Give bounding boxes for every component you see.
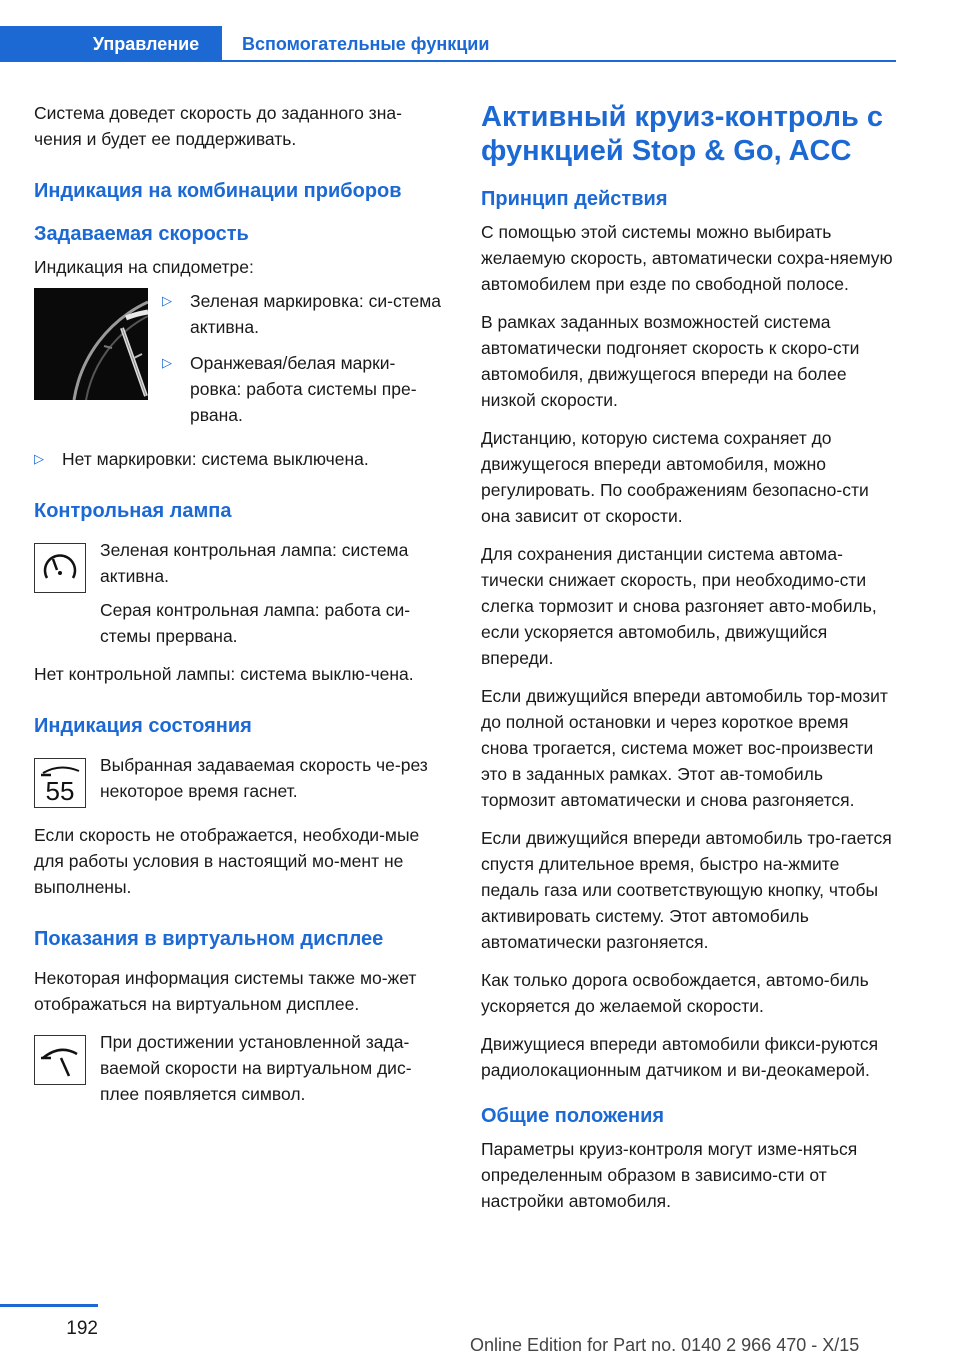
section-title-acc: Активный круиз-контроль с функцией Stop & Go, ACC: [481, 101, 884, 167]
bullet-triangle-icon: ▷: [34, 451, 44, 466]
principle-paragraph: Движущиеся впереди автомобили фикси-руются радиолокационным датчиком и ви-деокамерой.: [481, 1034, 879, 1080]
page-number: 192: [66, 1318, 98, 1339]
intro-paragraph: Система доведет скорость до заданного зна-чения и будет ее поддерживать.: [34, 103, 402, 149]
lamp-grey-text: Серая контрольная лампа: работа си-стемы прервана.: [100, 600, 411, 646]
heading-set-speed: Задаваемая скорость: [34, 223, 249, 245]
virtual-display-symbol-icon: [34, 1035, 86, 1085]
bullet-triangle-icon: ▷: [162, 355, 172, 370]
speedometer-caption: Индикация на спидометре:: [34, 257, 254, 277]
principle-paragraph: Если движущийся впереди автомобиль тор-мозит до полной остановки и через короткое время снова трогается, система может вос-произвести это в заданных рамках. Этот ав-томобиль тормозит автоматически и снова разгоняется.: [481, 686, 888, 810]
page-header: [0, 0, 960, 64]
virtual-symbol-text: При достижении установленной зада-ваемой скорости на виртуальном дис-плее появляется символ.: [100, 1032, 412, 1104]
general-text: Параметры круиз-контроля могут изме-няться определенным образом в зависимо-сти от настройки автомобиля.: [481, 1139, 858, 1211]
principle-paragraph: Если движущийся впереди автомобиль тро-гается спустя длительное время, быстро на-жмите педаль газа или соответствующую кнопку, чтобы активировать систему. Этот автомобиль автоматически разгоняется.: [481, 828, 892, 952]
bullet-item: ▷ Оранжевая/белая марки-ровка: работа системы пре-рвана.: [162, 350, 446, 428]
principle-paragraph: Дистанцию, которую система сохраняет до движущегося впереди автомобиля, можно регулировать. По соображениям безопасно-сти она зависит от скорости.: [481, 428, 869, 526]
right-column: [481, 100, 896, 1226]
set-speed-value: 55: [45, 776, 75, 806]
header-rule: [70, 60, 896, 62]
speedometer-block: [34, 288, 446, 438]
speedometer-dial-icon: [34, 288, 148, 400]
header-section-tab: Управление: [70, 26, 222, 62]
virtual-display-text: Некоторая информация системы также мо-жет отображаться на виртуальном дисплее.: [34, 968, 417, 1014]
footer-rule: [0, 1304, 98, 1307]
cruise-control-lamp-icon: [34, 543, 86, 593]
heading-instrument-cluster: Индикация на комбинации приборов: [34, 180, 402, 202]
speedometer-image: [34, 288, 148, 400]
header-accent-block: [0, 26, 70, 62]
status-text: Выбранная задаваемая скорость че-рез некоторое время гаснет.: [100, 755, 428, 801]
bullet-triangle-icon: ▷: [162, 293, 172, 308]
status-row: [34, 752, 446, 816]
status-not-shown-text: Если скорость не отображается, необходи-мые для работы условия в настоящий мо-мент не выполнены.: [34, 825, 420, 897]
footer-edition: Online Edition for Part no. 0140 2 966 470 - X/15: [470, 1335, 860, 1355]
heading-general: Общие положения: [481, 1105, 665, 1127]
principle-paragraph: В рамках заданных возможностей система автоматически подгоняет скорость к скоро-сти автомобиля, движущегося впереди на более низкой скорости.: [481, 312, 860, 410]
virtual-symbol-row: [34, 1029, 446, 1119]
heading-virtual-display: Показания в виртуальном дисплее: [34, 928, 384, 950]
heading-status: Индикация состояния: [34, 715, 252, 737]
set-speed-icon: [34, 758, 86, 808]
indicator-lamp-row: [34, 537, 446, 601]
principle-paragraph: С помощью этой системы можно выбирать желаемую скорость, автоматически сохра-няемую автомобилем при езде по свободной полосе.: [481, 222, 893, 294]
bullet-item: ▷ Нет маркировки: система выключена.: [34, 446, 446, 472]
header-subsection-tab: Вспомогательные функции: [242, 34, 490, 54]
lamp-green-text: Зеленая контрольная лампа: система активна.: [100, 540, 409, 586]
principle-paragraph: Для сохранения дистанции система автома-тически снижает скорость, при необходимо-сти слегка тормозит и снова разгоняет авто-мобиль, если ускоряется автомобиль, движущийся впереди.: [481, 544, 877, 668]
left-column: [34, 100, 446, 1119]
bullet-item: ▷ Зеленая маркировка: си-стема активна.: [162, 288, 446, 340]
principle-paragraph: Как только дорога освобождается, автомо-биль ускоряется до желаемой скорости.: [481, 970, 869, 1016]
heading-principle: Принцип действия: [481, 188, 668, 210]
heading-indicator-lamp: Контрольная лампа: [34, 500, 232, 522]
lamp-none-text: Нет контрольной лампы: система выклю-чена.: [34, 664, 414, 684]
